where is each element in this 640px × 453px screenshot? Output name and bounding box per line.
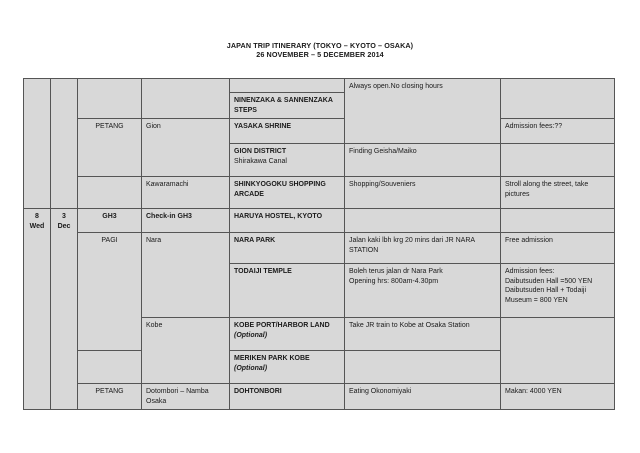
time-cell: PETANG xyxy=(78,384,142,410)
place-cell: DOHTONBORI xyxy=(230,384,345,410)
fees-line: Daibutsuden Hall =500 YEN xyxy=(505,277,593,285)
place-subtitle: Shirakawa Canal xyxy=(234,157,287,165)
table-row xyxy=(24,79,615,93)
fees-line: Admission fees: xyxy=(505,268,555,275)
itinerary-dates: 26 NOVEMBER – 5 DECEMBER 2014 xyxy=(256,50,384,59)
time-cell: PETANG xyxy=(78,119,142,177)
place-cell: YASAKA SHRINE xyxy=(230,119,345,144)
place-cell xyxy=(230,318,345,351)
optional-label: (Optional) xyxy=(234,364,268,372)
place-cell: HARUYA HOSTEL, KYOTO xyxy=(230,209,345,233)
itinerary-title: JAPAN TRIP ITINERARY (TOKYO – KYOTO – OSAKA) xyxy=(226,41,414,50)
fees-cell: Free admission xyxy=(501,233,615,264)
place-name: GION DISTRICT xyxy=(234,148,287,155)
area-cell: Check-in GH3 xyxy=(142,209,230,233)
remarks-line: Boleh terus jalan dr Nara Park xyxy=(349,268,443,275)
fees-cell: Makan: 4000 YEN xyxy=(501,384,615,410)
place-cell xyxy=(230,351,345,384)
fees-cell xyxy=(501,79,615,119)
fees-cell xyxy=(501,209,615,233)
fees-cell xyxy=(501,264,615,318)
day-cell xyxy=(24,209,51,410)
remarks-cell: Jalan kaki lbh krg 20 mins dari JR NARA STATION xyxy=(345,233,501,264)
day-cell xyxy=(24,79,51,209)
remarks-cell: Eating Okonomiyaki xyxy=(345,384,501,410)
area-cell: Dotombori – Namba Osaka xyxy=(142,384,230,410)
remarks-line: Opening hrs: 800am-4.30pm xyxy=(349,277,439,285)
place-cell: SHINKYOGOKU SHOPPING ARCADE xyxy=(230,177,345,209)
time-cell: PAGI xyxy=(78,233,142,351)
remarks-cell xyxy=(345,351,501,384)
date-month: Dec xyxy=(57,222,71,230)
area-cell: Kobe xyxy=(142,318,230,384)
fees-line: Daibutsuden Hall + Todaiji Museum = 800 YEN xyxy=(505,287,587,304)
time-cell xyxy=(78,177,142,209)
table-row xyxy=(24,233,615,264)
optional-label: (Optional) xyxy=(234,331,268,339)
itinerary-table xyxy=(23,78,615,410)
fees-cell xyxy=(501,318,615,384)
area-cell: Kawaramachi xyxy=(142,177,230,209)
place-name: MERIKEN PARK KOBE xyxy=(234,355,310,362)
area-cell: Nara xyxy=(142,233,230,318)
day-name: Wed xyxy=(29,222,45,230)
date-cell xyxy=(51,209,78,410)
fees-cell xyxy=(501,144,615,177)
table-row xyxy=(24,209,615,233)
time-cell xyxy=(78,79,142,119)
remarks-cell: Finding Geisha/Maiko xyxy=(345,144,501,177)
remarks-cell: Always open.No closing hours xyxy=(345,79,501,144)
day-number: 8 xyxy=(35,213,39,220)
area-cell xyxy=(142,79,230,119)
place-cell xyxy=(230,79,345,93)
table-row xyxy=(24,119,615,144)
place-name: KOBE PORT/HARBOR LAND xyxy=(234,322,330,329)
place-cell: NARA PARK xyxy=(230,233,345,264)
date-number: 3 xyxy=(62,213,66,220)
time-cell xyxy=(78,351,142,384)
time-cell: GH3 xyxy=(78,209,142,233)
fees-cell: Admission fees:?? xyxy=(501,119,615,144)
fees-cell: Stroll along the street, take pictures xyxy=(501,177,615,209)
date-cell xyxy=(51,79,78,209)
table-row xyxy=(24,384,615,410)
remarks-cell: Take JR train to Kobe at Osaka Station xyxy=(345,318,501,351)
table-row xyxy=(24,177,615,209)
place-cell: NINENZAKA & SANNENZAKA STEPS xyxy=(230,93,345,119)
remarks-cell xyxy=(345,209,501,233)
place-cell: TODAIJI TEMPLE xyxy=(230,264,345,318)
remarks-cell: Shopping/Souveniers xyxy=(345,177,501,209)
place-cell xyxy=(230,144,345,177)
area-cell: Gion xyxy=(142,119,230,177)
remarks-cell xyxy=(345,264,501,318)
